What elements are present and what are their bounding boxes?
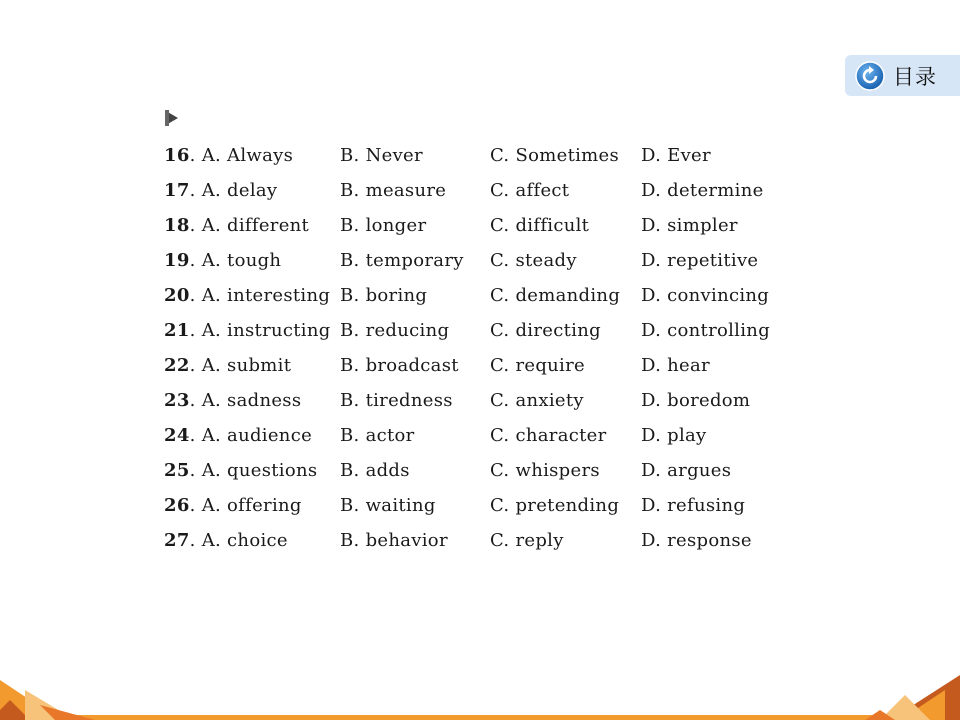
option-d[interactable]: [641, 530, 801, 551]
question-row-27: [164, 523, 804, 558]
option-letter: C.: [490, 145, 516, 166]
question-row-26: [164, 488, 804, 523]
option-c[interactable]: [490, 215, 641, 236]
question-row-17: [164, 173, 804, 208]
option-letter: . A.: [189, 530, 228, 551]
option-d[interactable]: [641, 425, 801, 446]
option-d[interactable]: [641, 180, 801, 201]
option-c-text: directing: [515, 320, 601, 341]
option-d[interactable]: [641, 285, 801, 306]
option-b-text: actor: [365, 425, 415, 446]
option-letter: D.: [641, 250, 668, 271]
option-a[interactable]: [164, 390, 340, 411]
question-row-25: [164, 453, 804, 488]
question-row-23: [164, 383, 804, 418]
option-b[interactable]: [340, 320, 490, 341]
option-a[interactable]: [164, 495, 340, 516]
option-a[interactable]: [164, 425, 340, 446]
option-a[interactable]: [164, 250, 340, 271]
option-c-text: character: [515, 425, 607, 446]
option-b[interactable]: [340, 425, 490, 446]
option-letter: B.: [340, 355, 366, 376]
question-row-16: [164, 138, 804, 173]
option-letter: B.: [340, 320, 366, 341]
option-letter: . A.: [189, 495, 228, 516]
option-b[interactable]: [340, 355, 490, 376]
option-letter: . A.: [189, 180, 228, 201]
option-d-text: repetitive: [667, 250, 759, 271]
option-a[interactable]: [164, 180, 340, 201]
option-d-text: convincing: [667, 285, 770, 306]
option-d-text: argues: [667, 460, 732, 481]
question-number: 19: [164, 250, 190, 271]
option-a-text: choice: [227, 530, 288, 551]
option-d-text: refusing: [667, 495, 746, 516]
question-row-18: [164, 208, 804, 243]
option-b-text: adds: [365, 460, 410, 481]
option-b[interactable]: [340, 285, 490, 306]
option-c[interactable]: [490, 530, 641, 551]
option-letter: C.: [490, 355, 516, 376]
option-letter: C.: [490, 180, 516, 201]
option-c[interactable]: [490, 460, 641, 481]
option-letter: C.: [490, 495, 516, 516]
option-letter: B.: [340, 180, 366, 201]
option-letter: D.: [641, 180, 668, 201]
option-a[interactable]: [164, 145, 340, 166]
option-letter: D.: [641, 530, 668, 551]
option-c-text: difficult: [515, 215, 590, 236]
option-c[interactable]: [490, 495, 641, 516]
play-triangle-icon: [165, 110, 179, 126]
option-d-text: response: [667, 530, 752, 551]
option-c-text: Sometimes: [515, 145, 620, 166]
option-d-text: simpler: [667, 215, 738, 236]
option-letter: B.: [340, 250, 366, 271]
option-d[interactable]: [641, 355, 801, 376]
option-c-text: demanding: [515, 285, 621, 306]
option-b[interactable]: [340, 215, 490, 236]
bottom-border-strip: [0, 715, 960, 720]
option-b[interactable]: [340, 460, 490, 481]
question-number: 16: [164, 145, 190, 166]
option-a-text: offering: [227, 495, 302, 516]
question-number: 17: [164, 180, 190, 201]
option-c-text: pretending: [515, 495, 620, 516]
option-letter: D.: [641, 215, 668, 236]
option-letter: . A.: [189, 250, 228, 271]
option-letter: C.: [490, 425, 516, 446]
option-letter: C.: [490, 285, 516, 306]
option-letter: B.: [340, 285, 366, 306]
option-c[interactable]: [490, 250, 641, 271]
option-b-text: broadcast: [365, 355, 459, 376]
option-letter: . A.: [189, 425, 228, 446]
option-a[interactable]: [164, 285, 340, 306]
option-letter: D.: [641, 285, 668, 306]
option-b-text: Never: [365, 145, 423, 166]
option-c[interactable]: [490, 390, 641, 411]
option-b-text: tiredness: [365, 390, 453, 411]
option-a-text: audience: [227, 425, 313, 446]
option-a-text: questions: [227, 460, 318, 481]
option-letter: D.: [641, 390, 668, 411]
option-c[interactable]: [490, 425, 641, 446]
option-a-text: sadness: [227, 390, 302, 411]
option-letter: . A.: [189, 320, 228, 341]
orange-triangle-border: [0, 660, 960, 720]
toc-button[interactable]: [845, 55, 960, 96]
option-a-text: tough: [227, 250, 282, 271]
option-b[interactable]: [340, 145, 490, 166]
option-c-text: require: [515, 355, 585, 376]
option-a[interactable]: [164, 215, 340, 236]
option-d-text: determine: [667, 180, 764, 201]
option-a-text: instructing: [227, 320, 331, 341]
refresh-circle-icon: [855, 61, 885, 91]
option-letter: D.: [641, 320, 668, 341]
option-letter: B.: [340, 425, 366, 446]
option-a-text: different: [227, 215, 310, 236]
option-c-text: whispers: [515, 460, 600, 481]
option-c[interactable]: [490, 180, 641, 201]
option-letter: C.: [490, 215, 516, 236]
question-number: 23: [164, 390, 190, 411]
question-number: 25: [164, 460, 190, 481]
option-a-text: Always: [227, 145, 294, 166]
option-letter: D.: [641, 495, 668, 516]
option-letter: C.: [490, 250, 516, 271]
question-number: 22: [164, 355, 190, 376]
option-d[interactable]: [641, 250, 801, 271]
option-letter: C.: [490, 390, 516, 411]
option-letter: . A.: [189, 355, 228, 376]
question-row-20: [164, 278, 804, 313]
option-b-text: reducing: [365, 320, 450, 341]
option-letter: D.: [641, 145, 668, 166]
option-a-text: interesting: [227, 285, 331, 306]
option-letter: B.: [340, 390, 366, 411]
option-b[interactable]: [340, 530, 490, 551]
question-number: 27: [164, 530, 190, 551]
option-d-text: Ever: [667, 145, 711, 166]
option-letter: . A.: [189, 145, 228, 166]
option-c-text: anxiety: [515, 390, 584, 411]
question-row-22: [164, 348, 804, 383]
option-a[interactable]: [164, 355, 340, 376]
question-number: 26: [164, 495, 190, 516]
option-letter: C.: [490, 530, 516, 551]
option-b-text: temporary: [365, 250, 464, 271]
question-number: 24: [164, 425, 190, 446]
option-a-text: submit: [227, 355, 292, 376]
option-c-text: affect: [515, 180, 570, 201]
option-b-text: measure: [365, 180, 447, 201]
option-letter: C.: [490, 460, 516, 481]
question-number: 21: [164, 320, 190, 341]
option-d-text: controlling: [667, 320, 771, 341]
option-letter: B.: [340, 460, 366, 481]
option-letter: . A.: [189, 285, 228, 306]
option-letter: B.: [340, 145, 366, 166]
option-letter: . A.: [189, 390, 228, 411]
option-letter: B.: [340, 215, 366, 236]
option-b-text: longer: [365, 215, 427, 236]
option-a[interactable]: [164, 460, 340, 481]
option-letter: D.: [641, 355, 668, 376]
options-list: [164, 138, 804, 558]
option-b-text: waiting: [365, 495, 436, 516]
option-d-text: play: [667, 425, 707, 446]
option-c[interactable]: [490, 320, 641, 341]
question-row-19: [164, 243, 804, 278]
question-number: 20: [164, 285, 190, 306]
option-c[interactable]: [490, 145, 641, 166]
option-c-text: reply: [515, 530, 564, 551]
option-d[interactable]: [641, 145, 801, 166]
option-d-text: boredom: [667, 390, 751, 411]
option-b-text: behavior: [365, 530, 448, 551]
toc-label: 目录: [893, 64, 937, 89]
option-c[interactable]: [490, 285, 641, 306]
question-number: 18: [164, 215, 190, 236]
option-c-text: steady: [515, 250, 577, 271]
option-letter: . A.: [189, 460, 228, 481]
option-b[interactable]: [340, 495, 490, 516]
option-b[interactable]: [340, 250, 490, 271]
option-d[interactable]: [641, 495, 801, 516]
option-d[interactable]: [641, 460, 801, 481]
question-row-21: [164, 313, 804, 348]
option-letter: D.: [641, 460, 668, 481]
option-d-text: hear: [667, 355, 710, 376]
option-letter: B.: [340, 495, 366, 516]
option-b-text: boring: [365, 285, 428, 306]
option-a-text: delay: [227, 180, 278, 201]
question-row-24: [164, 418, 804, 453]
option-b[interactable]: [340, 180, 490, 201]
option-letter: D.: [641, 425, 668, 446]
option-letter: C.: [490, 320, 516, 341]
option-letter: . A.: [189, 215, 228, 236]
option-letter: B.: [340, 530, 366, 551]
option-a[interactable]: [164, 320, 340, 341]
option-c[interactable]: [490, 355, 641, 376]
option-d[interactable]: [641, 215, 801, 236]
option-a[interactable]: [164, 530, 340, 551]
option-b[interactable]: [340, 390, 490, 411]
option-d[interactable]: [641, 390, 801, 411]
option-d[interactable]: [641, 320, 801, 341]
